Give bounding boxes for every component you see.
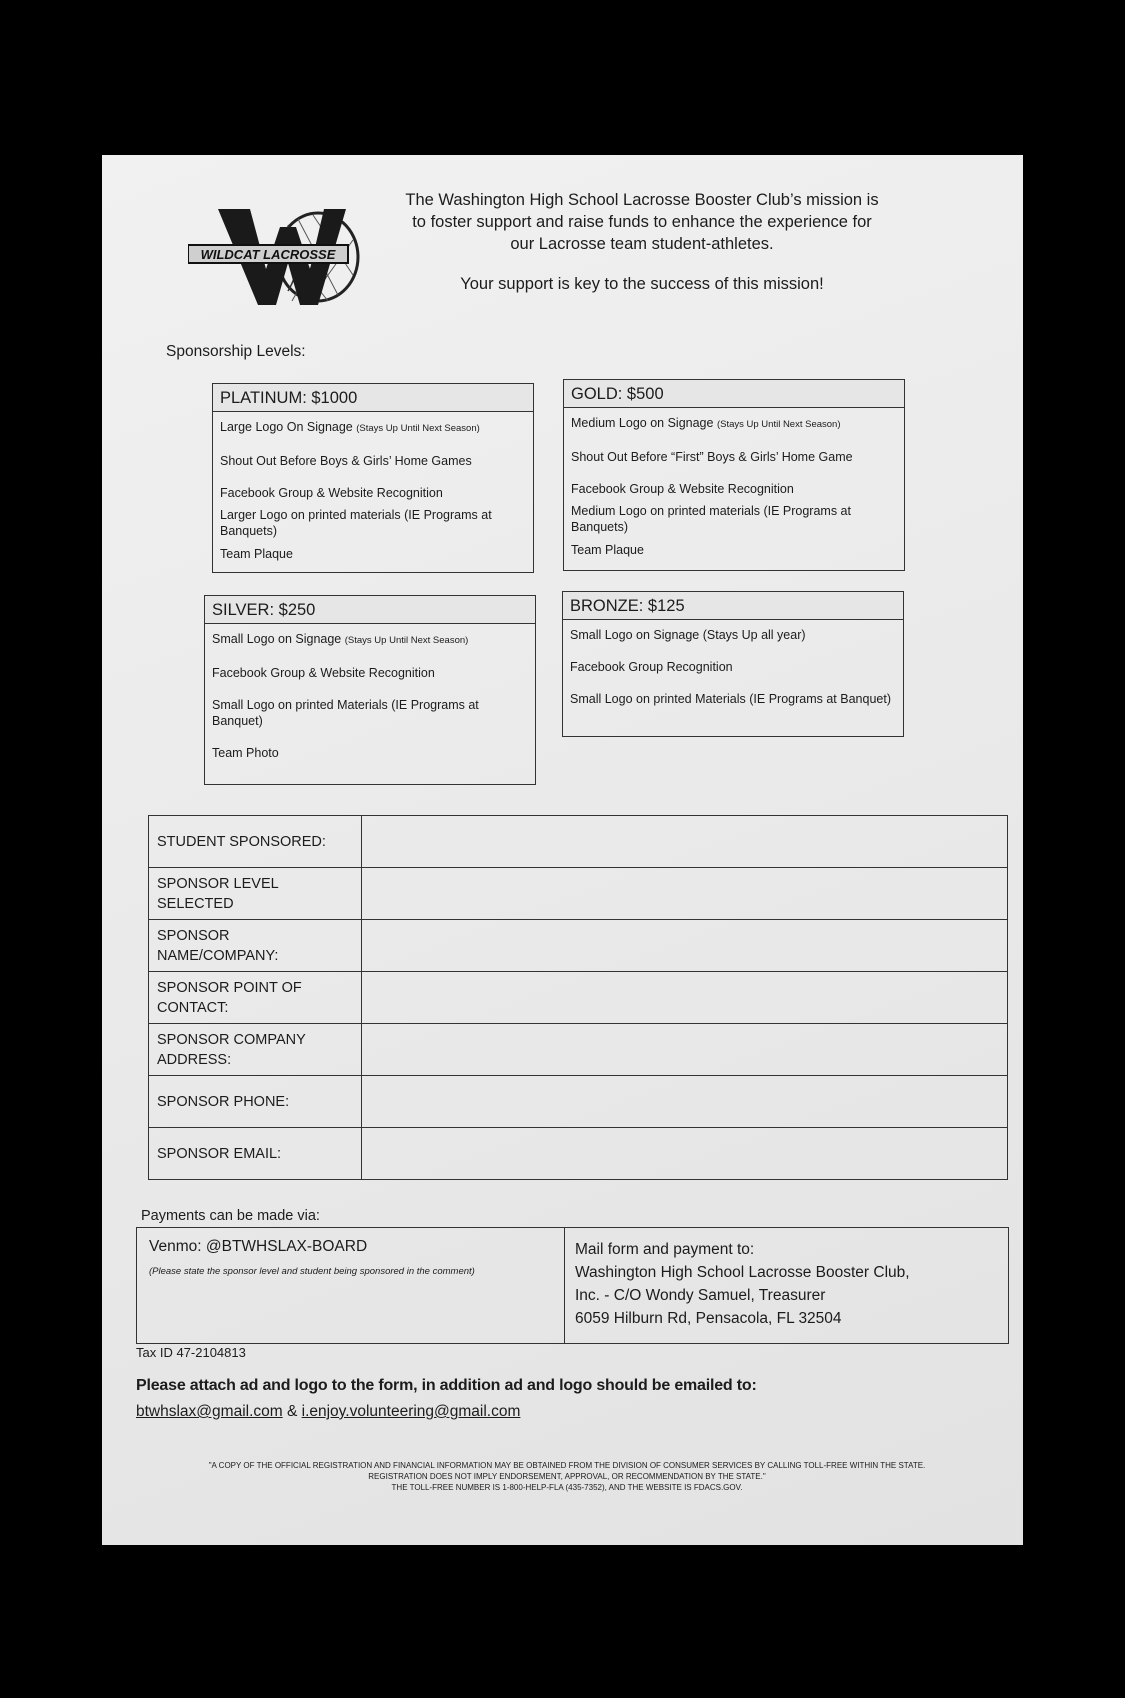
tier-item: Team Plaque bbox=[220, 547, 293, 561]
table-row bbox=[149, 972, 1008, 1024]
tier-item: Facebook Group Recognition bbox=[570, 660, 733, 674]
point-of-contact-field[interactable] bbox=[362, 972, 1008, 1024]
student-sponsored-field[interactable] bbox=[362, 816, 1008, 868]
table-row bbox=[149, 1024, 1008, 1076]
tier-item: Small Logo on printed Materials (IE Programs at Banquet) bbox=[212, 698, 479, 728]
mail-line: 6059 Hilburn Rd, Pensacola, FL 32504 bbox=[575, 1310, 842, 1327]
tax-id: Tax ID 47-2104813 bbox=[136, 1345, 246, 1360]
tier-item: Shout Out Before Boys & Girls’ Home Games bbox=[220, 454, 472, 468]
email-separator: & bbox=[282, 1403, 302, 1420]
tier-item: Larger Logo on printed materials (IE Programs at Banquets) bbox=[220, 508, 492, 538]
sponsor-level-label: SPONSOR LEVEL SELECTED bbox=[149, 868, 362, 920]
tier-item: Facebook Group & Website Recognition bbox=[212, 666, 435, 680]
table-row bbox=[149, 868, 1008, 920]
document-page bbox=[102, 155, 1023, 1545]
mission-text: The Washington High School Lacrosse Booster Club’s mission is to foster support and raise funds to enhance the experience for our Lacrosse team student-athletes. bbox=[405, 191, 879, 253]
attach-note: Please attach ad and logo to the form, in addition ad and logo should be emailed to: bbox=[136, 1377, 757, 1394]
email-link-1[interactable]: btwhslax@gmail.com bbox=[136, 1403, 283, 1420]
tier-item: Medium Logo on Signage (Stays Up Until Next Season) bbox=[571, 416, 841, 430]
tier-platinum bbox=[212, 383, 534, 573]
tier-item: Large Logo On Signage (Stays Up Until Next Season) bbox=[220, 420, 480, 434]
email-link-2[interactable]: i.enjoy.volunteering@gmail.com bbox=[301, 1403, 521, 1420]
tier-gold bbox=[563, 379, 905, 571]
tier-title: PLATINUM: $1000 bbox=[213, 384, 533, 412]
sponsor-phone-field[interactable] bbox=[362, 1076, 1008, 1128]
tier-item: Facebook Group & Website Recognition bbox=[571, 482, 794, 496]
logo-text: WILDCAT LACROSSE bbox=[200, 247, 336, 262]
venmo-note: (Please state the sponsor level and student being sponsored in the comment) bbox=[149, 1266, 475, 1277]
sponsor-email-label: SPONSOR EMAIL: bbox=[149, 1128, 362, 1180]
table-row bbox=[149, 1076, 1008, 1128]
tier-bronze bbox=[562, 591, 904, 737]
payment-label: Payments can be made via: bbox=[141, 1208, 320, 1224]
tier-item: Shout Out Before “First” Boys & Girls’ Home Game bbox=[571, 450, 853, 464]
sponsor-name-label: SPONSOR NAME/COMPANY: bbox=[149, 920, 362, 972]
company-address-field[interactable] bbox=[362, 1024, 1008, 1076]
tier-item: Small Logo on printed Materials (IE Programs at Banquet) bbox=[570, 692, 891, 706]
sponsor-level-field[interactable] bbox=[362, 868, 1008, 920]
mail-section bbox=[565, 1228, 1008, 1343]
wildcat-lacrosse-logo bbox=[188, 205, 368, 310]
mail-line: Inc. - C/O Wondy Samuel, Treasurer bbox=[575, 1287, 826, 1304]
tier-item: Team Plaque bbox=[571, 543, 644, 557]
tier-item: Medium Logo on printed materials (IE Programs at Banquets) bbox=[571, 504, 851, 534]
tier-item: Facebook Group & Website Recognition bbox=[220, 486, 443, 500]
tier-title: BRONZE: $125 bbox=[563, 592, 903, 620]
tier-title: GOLD: $500 bbox=[564, 380, 904, 408]
table-row bbox=[149, 920, 1008, 972]
sponsor-info-table bbox=[148, 815, 1008, 1180]
tier-item: Team Photo bbox=[212, 746, 279, 760]
sponsor-name-field[interactable] bbox=[362, 920, 1008, 972]
venmo-section bbox=[137, 1228, 565, 1343]
email-links bbox=[136, 1403, 520, 1421]
mail-heading: Mail form and payment to: bbox=[575, 1241, 755, 1258]
company-address-label: SPONSOR COMPANY ADDRESS: bbox=[149, 1024, 362, 1076]
fine-print-line: THE TOLL-FREE NUMBER IS 1-800-HELP-FLA (435-7352), AND THE WEBSITE IS FDACS.GOV. bbox=[391, 1483, 743, 1492]
table-row bbox=[149, 816, 1008, 868]
tier-title: SILVER: $250 bbox=[205, 596, 535, 624]
tier-item: Small Logo on Signage (Stays Up all year) bbox=[570, 628, 806, 642]
point-of-contact-label: SPONSOR POINT OF CONTACT: bbox=[149, 972, 362, 1024]
tier-item: Small Logo on Signage (Stays Up Until Next Season) bbox=[212, 632, 469, 646]
mail-line: Washington High School Lacrosse Booster Club, bbox=[575, 1264, 910, 1281]
payment-box bbox=[136, 1227, 1009, 1344]
table-row bbox=[149, 1128, 1008, 1180]
tier-silver bbox=[204, 595, 536, 785]
venmo-handle: Venmo: @BTWHSLAX-BOARD bbox=[149, 1238, 368, 1255]
sponsor-email-field[interactable] bbox=[362, 1128, 1008, 1180]
support-text: Your support is key to the success of this mission! bbox=[460, 275, 824, 293]
fine-print bbox=[142, 1460, 992, 1493]
fine-print-line: "A COPY OF THE OFFICIAL REGISTRATION AND FINANCIAL INFORMATION MAY BE OBTAINED FROM THE DIVISION OF CONSUMER SERVICES BY CALLING TOLL-FREE WITHIN THE STATE. bbox=[208, 1461, 926, 1470]
sponsor-phone-label: SPONSOR PHONE: bbox=[149, 1076, 362, 1128]
student-sponsored-label: STUDENT SPONSORED: bbox=[149, 816, 362, 868]
mission-statement bbox=[402, 189, 882, 295]
fine-print-line: REGISTRATION DOES NOT IMPLY ENDORSEMENT, APPROVAL, OR RECOMMENDATION BY THE STATE." bbox=[368, 1472, 766, 1481]
sponsorship-levels-label: Sponsorship Levels: bbox=[166, 343, 306, 360]
